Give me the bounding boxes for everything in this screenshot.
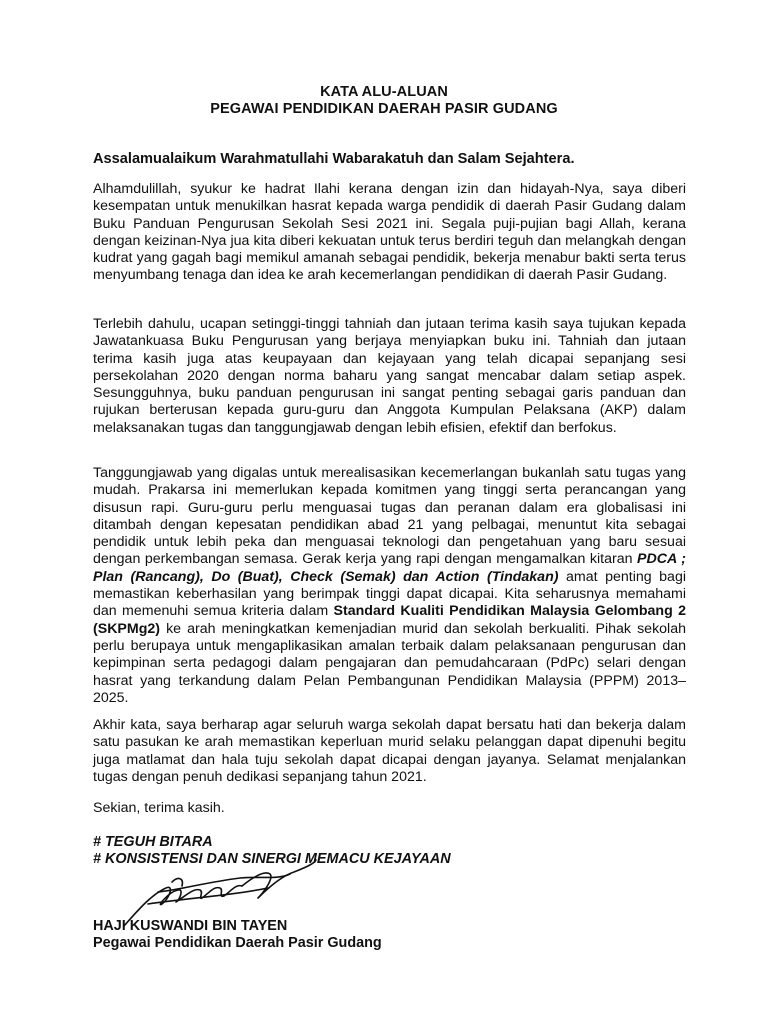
paragraph-3-text-c: ke arah meningkatkan kemenjadian murid dan sekolah berkualiti. Pihak sekolah perlu berupaya untuk mengaplikasikan amalan terbaik dalam pelaksanaan pengurusan dan kepimpinan serta pedagogi dalam pengajaran dan pemudahcaraan (PdPc) selari dengan hasrat yang terkandung dalam Pelan Pembangunan Pendidikan Malaysia (PPPM) 2013–2025. [93,620,686,706]
motto-line-2: # KONSISTENSI DAN SINERGI MEMACU KEJAYAAN [93,851,451,867]
motto-line-1: # TEGUH BITARA [93,834,213,850]
document-subtitle: PEGAWAI PENDIDIKAN DAERAH PASIR GUDANG [210,101,558,117]
greeting: Assalamualaikum Warahmatullahi Wabarakatuh dan Salam Sejahtera. [93,151,575,167]
paragraph-3 [93,465,686,707]
paragraph-2: Terlebih dahulu, ucapan setinggi-tinggi tahniah dan jutaan terima kasih saya tujukan kepada Jawatankuasa Buku Pengurusan yang berjaya menyiapkan buku ini. Tahniah dan jutaan terima kasih juga atas keupayaan dan kejayaan yang telah dicapai sepanjang sesi persekolahan 2020 dengan norma baharu yang sangat mencabar dalam setiap aspek. Sesungguhnya, buku panduan pengurusan ini sangat penting sebagai garis panduan dan rujukan berterusan kepada guru-guru dan Anggota Kumpulan Pelaksana (AKP) dalam melaksanakan tugas dan tanggungjawab dengan lebih efisien, efektif dan berfokus. [93,316,686,436]
closing-line: Sekian, terima kasih. [93,800,225,816]
pdca-highlight: PDCA ; Plan (Rancang), Do (Buat), Check (Semak) dan Action (Tindakan) [93,551,686,585]
paragraph-4: Akhir kata, saya berharap agar seluruh warga sekolah dapat bersatu hati dan bekerja dalam satu pasukan ke arah memastikan keperluan murid selaku pelanggan dapat dipenuhi begitu juga matlamat dan hala tuju sekolah dapat dicapai dengan jayanya. Selamat menjalankan tugas dengan penuh dedikasi sepanjang tahun 2021. [93,717,686,785]
paragraph-1: Alhamdulillah, syukur ke hadrat Ilahi kerana dengan izin dan hidayah-Nya, saya diberi kesempatan untuk menukilkan hasrat kepada warga pendidik di daerah Pasir Gudang dalam Buku Panduan Pengurusan Sekolah Sesi 2021 ini. Segala puji-pujian bagi Allah, kerana dengan keizinan-Nya jua kita diberi kekuatan untuk terus berdiri teguh dan melangkah dengan kudrat yang gagah bagi memikul amanah sebagai pendidik, bekerja menabur bakti serta terus menyumbang tenaga dan idea ke arah kecemerlangan pendidikan di daerah Pasir Gudang. [93,181,686,284]
signatory-name: HAJI KUSWANDI BIN TAYEN [93,918,288,934]
document-title: KATA ALU-ALUAN [320,84,448,100]
skpm-highlight: Standard Kualiti Pendidikan Malaysia Gelombang 2 (SKPMg2) [93,603,686,637]
paragraph-3-text-b: amat penting bagi memastikan keberhasilan yang berimpak tinggi dapat dicapai. Kita seharusnya memahami dan memenuhi semua kriteria dalam [93,568,686,620]
paragraph-3-text-a: Tanggungjawab yang digalas untuk merealisasikan kecemerlangan bukanlah satu tugas yang mudah. Prakarsa ini memerlukan kepada komitmen yang tinggi serta perancangan yang disusun rapi. Guru-guru perlu menguasai tugas dan peranan dalam era globalisasi ini ditambah dengan kepesatan pendidikan abad 21 yang pelbagai, menuntut kita sebagai pendidik untuk lebih peka dan menguasai teknologi dan pengetahuan yang baru sesuai dengan perkembangan semasa. Gerak kerja yang rapi dengan mengamalkan kitaran [93,465,686,568]
signatory-title: Pegawai Pendidikan Daerah Pasir Gudang [93,935,382,951]
